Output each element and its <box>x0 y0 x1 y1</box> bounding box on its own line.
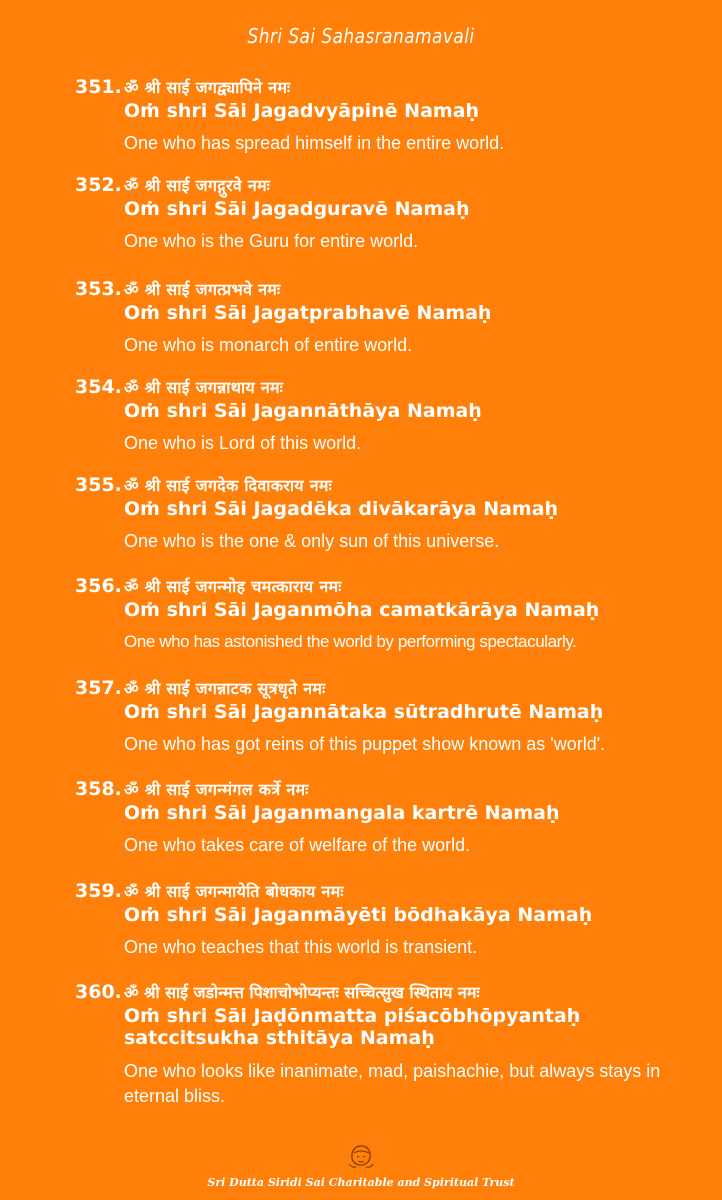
entry-meaning: One who looks like inanimate, mad, paishachie, but always stays in eternal bliss. <box>124 1061 661 1106</box>
entry-transliteration: Oṁ shri Sāi Jagadvyāpinē Namaḥ <box>124 100 480 122</box>
entry-devanagari: ॐ श्री साई जगन्नाथाय नमः <box>124 378 284 397</box>
entry-devanagari: ॐ श्री साई जगन्मायेति बोधकाय नमः <box>124 882 344 901</box>
entry-devanagari: ॐ श्री साई जगद्व्यापिने नमः <box>124 78 291 97</box>
footer-org: Sri Dutta Siridi Sai Charitable and Spiritual Trust <box>207 1176 515 1189</box>
entry-devanagari: ॐ श्री साई जगन्नाटक सूत्रधृते नमः <box>124 679 326 698</box>
entry-transliteration: Oṁ shri Sāi Jaganmōha camatkārāya Namaḥ <box>124 599 600 621</box>
entry-transliteration: Oṁ shri Sāi Jagannātaka sūtradhrutē Namaḥ <box>124 701 604 723</box>
entry-meaning: One who has spread himself in the entire world. <box>124 133 505 153</box>
entry-number: 359. <box>75 880 122 902</box>
entry-number: 355. <box>75 474 122 496</box>
entry-meaning: One who is the Guru for entire world. <box>124 231 419 251</box>
entry-number: 351. <box>75 76 122 98</box>
entry-meaning: One who is the one & only sun of this universe. <box>124 531 500 551</box>
entry-transliteration: Oṁ shri Sāi Jaganmangala kartrē Namaḥ <box>124 802 560 824</box>
entry-devanagari: ॐ श्री साई जगत्प्रभवे नमः <box>124 280 281 299</box>
entry-transliteration: Oṁ shri Sāi Jagadguravē Namaḥ <box>124 198 470 220</box>
entry-number: 356. <box>75 575 122 597</box>
entry-transliteration: Oṁ shri Sāi Jaganmāyēti bōdhakāya Namaḥ <box>124 904 593 926</box>
entry-number: 358. <box>75 778 122 800</box>
entry-transliteration: Oṁ shri Sāi Jagannāthāya Namaḥ <box>124 400 482 422</box>
entry-transliteration: Oṁ shri Sāi Jagadēka divākarāya Namaḥ <box>124 498 559 520</box>
entry-meaning: One who has got reins of this puppet show known as 'world'. <box>124 734 606 754</box>
entry-devanagari: ॐ श्री साई जगन्मोह चमत्काराय नमः <box>124 577 342 596</box>
page-title: Shri Sai Sahasranamavali <box>247 24 475 48</box>
entry-meaning: One who teaches that this world is transient. <box>124 937 478 957</box>
entry-meaning: One who has astonished the world by performing spectacularly. <box>124 632 577 651</box>
entry-devanagari: ॐ श्री साई जगदेक दिवाकराय नमः <box>124 476 333 495</box>
entry-meaning: One who takes care of welfare of the world. <box>124 835 471 855</box>
entry-number: 353. <box>75 278 122 300</box>
entry-devanagari: ॐ श्री साई जगन्मंगल कर्त्रे नमः <box>124 780 309 799</box>
entry-meaning: One who is monarch of entire world. <box>124 335 413 355</box>
entry-devanagari: ॐ श्री साई जगद्गुरवे नमः <box>124 176 271 195</box>
entry-number: 354. <box>75 376 122 398</box>
entry-transliteration: Oṁ shri Sāi Jagatprabhavē Namaḥ <box>124 302 492 324</box>
entry-number: 357. <box>75 677 122 699</box>
sai-baba-sketch-icon <box>344 1140 378 1170</box>
entry-number: 360. <box>75 981 122 1003</box>
entry-number: 352. <box>75 174 122 196</box>
entry-meaning: One who is Lord of this world. <box>124 433 362 453</box>
entry-devanagari: ॐ श्री साई जडोन्मत्त पिशाचोभोप्यन्तः सच्चित्सुख स्थिताय नमः <box>124 983 480 1002</box>
entry-transliteration: Oṁ shri Sāi Jaḍōnmatta piśacōbhōpyantaḥ satccitsukha sthitāya Namaḥ <box>124 1005 581 1049</box>
